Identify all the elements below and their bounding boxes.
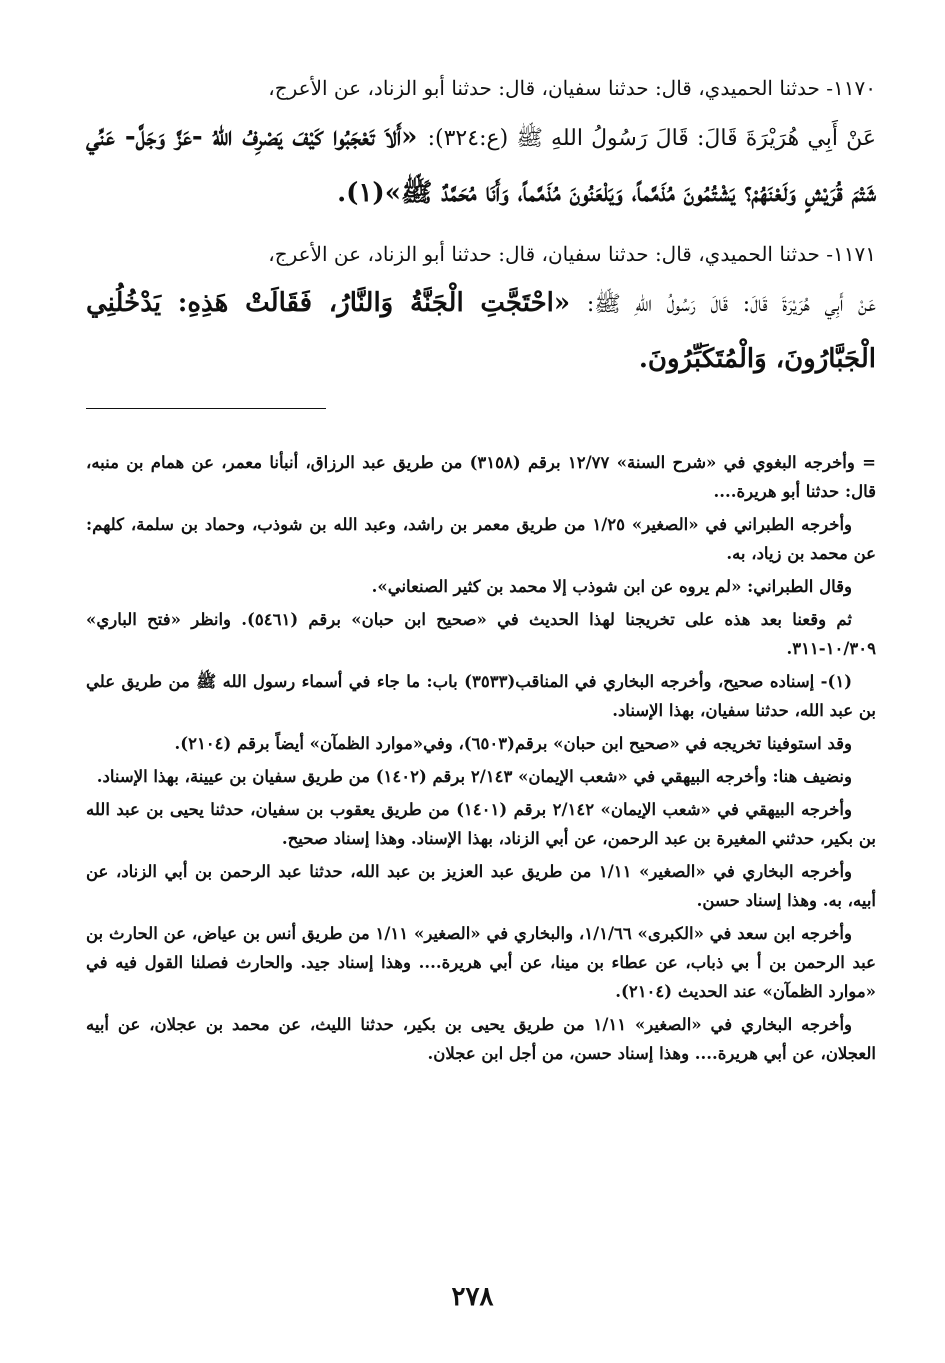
footnote-paragraph: (١)- إسناده صحيح، وأخرجه البخاري في المناقب(٣٥٣٣) باب: ما جاء في أسماء رسول الله ﷺ من طريق علي بن عبد الله، حدثنا سفيان، بهذا الإسناد. (86, 672, 876, 720)
page-number: ٢٧٨ (451, 1282, 494, 1312)
separator-line (86, 408, 326, 409)
hadith-text (86, 110, 876, 220)
footnote-paragraph: وقال الطبراني: «لم يروه عن ابن شوذب إلا محمد بن كثير الصنعاني». (371, 577, 852, 596)
hadith-sanad: عَنْ أَبِي هُرَيْرَةَ قَالَ: قَالَ رَسُولُ اللهِ ﷺ: (586, 292, 876, 317)
hadith-matn: «احْتَجَّتِ الْجَنَّةُ وَالنَّارُ، فَقَالَتْ هَذِهِ: يَدْخُلُنِي الْجَبَّارُونَ، وَالْمُتَكَبِّرُونَ. (86, 288, 876, 374)
page-body (86, 66, 876, 1336)
footnote-paragraph: وأخرجه البيهقي في «شعب الإيمان» ٢/١٤٢ برقم (١٤٠١) من طريق يعقوب بن سفيان، حدثنا يحيى بن عبد الله بن بكير، حدثني المغيرة بن عبد الرحمن، عن أبي الزناد، بهذا الإسناد. وهذا إسناد صحيح. (86, 800, 876, 848)
footnotes (86, 448, 876, 1068)
footnote-paragraph: وأخرجه الطبراني في «الصغير» ١/٢٥ من طريق معمر بن راشد، وعبد الله بن شوذب، وحماد بن سلمة، كلهم: عن محمد بن زياد، به. (86, 515, 876, 563)
hadith-1170 (86, 66, 876, 220)
hadith-matn: «أَلاَ تَعْجَبُوا كَيْفَ يَصْرِفُ اللهُ -عَزَّ وَجَلَّ- عَنِّي شَتْمَ قُرَيْشٍ وَلَعْنَهُمْ؟ يَشْتُمُونَ مُذَمَّماً، وَيَلْعَنُونَ مُذَمَّماً، وَأَنَا مُحَمَّدٌ ﷺ»(١). (86, 122, 876, 208)
footnote-paragraph: وقد استوفينا تخريجه في «صحيح ابن حبان» برقم(٦٥٠٣)، وفي«موارد الظمآن» أيضاً برقم (٢١٠٤). (174, 734, 852, 753)
footnote-paragraph: وأخرجه البخاري في «الصغير» ١/١١ من طريق عبد العزيز بن عبد الله، حدثنا عبد الرحمن بن أبي الزناد، عن أبيه، به. وهذا إسناد حسن. (86, 862, 876, 910)
hadith-text (86, 276, 876, 386)
footnote-paragraph: = وأخرجه البغوي في «شرح السنة» ١٢/٧٧ برقم (٣١٥٨) من طريق عبد الرزاق، أنبأنا معمر، عن همام بن منبه، قال: حدثنا أبو هريرة.... (86, 453, 876, 501)
footnote-paragraph: ثم وقعنا بعد هذه على تخريجنا لهذا الحديث في «صحيح ابن حبان» برقم (٥٤٦١). وانظر «فتح الباري» ١٠/٣٠٩-٣١١. (86, 610, 876, 658)
hadith-isnad: ١١٧١- حدثنا الحميدي، قال: حدثنا سفيان، قال: حدثنا أبو الزناد، عن الأعرج، (268, 242, 876, 266)
footnote-paragraph: وأخرجه البخاري في «الصغير» ١/١١ من طريق يحيى بن بكير، حدثنا الليث، عن محمد بن عجلان، عن أبيه العجلان، عن أبي هريرة.... وهذا إسناد حسن، من أجل ابن عجلان. (86, 1015, 876, 1063)
hadith-1171 (86, 232, 876, 386)
footnote-separator (86, 408, 876, 448)
hadith-sanad: عَنْ أَبِي هُرَيْرَةَ قَالَ: قَالَ رَسُولُ اللهِ ﷺ (ع:٣٢٤): (427, 126, 876, 151)
footnote-paragraph: ونضيف هنا: وأخرجه البيهقي في «شعب الإيمان» ٢/١٤٣ برقم (١٤٠٢) من طريق سفيان بن عيينة، بهذا الإسناد. (96, 767, 852, 786)
hadith-isnad: ١١٧٠- حدثنا الحميدي، قال: حدثنا سفيان، قال: حدثنا أبو الزناد، عن الأعرج، (268, 76, 876, 100)
footnote-paragraph: وأخرجه ابن سعد في «الكبرى» ١/١/٦٦، والبخاري في «الصغير» ١/١١ من طريق أنس بن عياض، عن الحارث بن عبد الرحمن بن أ بي ذباب، عن عطاء بن مينا، عن أبي هريرة.... وهذا إسناد جيد. والحارث فصلنا القول فيه في «موارد الظمآن» عند الحديث (٢١٠٤). (86, 924, 876, 1001)
